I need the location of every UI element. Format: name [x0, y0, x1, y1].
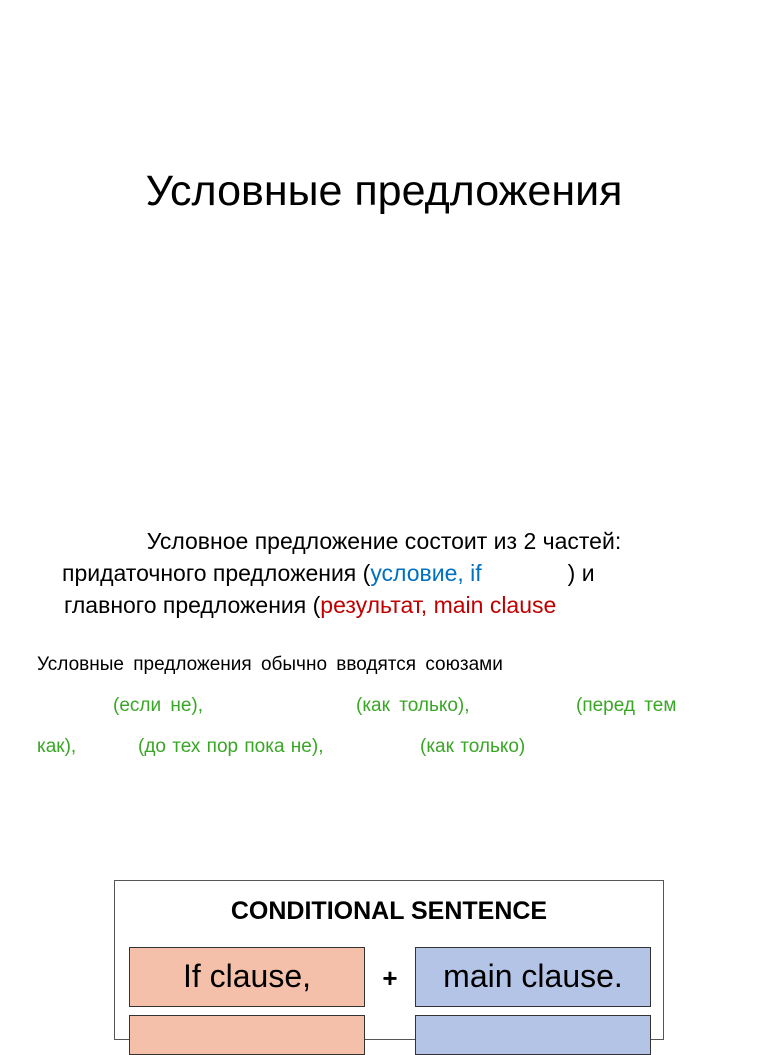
- condition-term: условие, if: [370, 560, 482, 586]
- slide-title: Условные предложения: [145, 167, 623, 215]
- conjunction-item: (как только),: [356, 695, 470, 716]
- main-clause-box-lower: [415, 1015, 651, 1055]
- if-clause-box: If clause,: [129, 947, 365, 1007]
- conjunction-item: (до тех пор пока не),: [138, 736, 324, 757]
- result-term: результат, main clause: [320, 592, 557, 618]
- intro-line-1: Условное предложение состоит из 2 частей:: [146, 528, 622, 554]
- plus-sign: +: [382, 963, 398, 993]
- conjunction-item: (как только): [420, 736, 526, 757]
- conjunction-item: как),: [37, 736, 77, 757]
- conditional-sentence-diagram: [114, 880, 664, 1040]
- main-clause-box: main clause.: [415, 947, 651, 1007]
- conjunction-item: (перед тем: [576, 695, 677, 716]
- intro-line-3-prefix: главного предложения (: [64, 592, 321, 618]
- conjunction-item: (если не),: [113, 695, 204, 716]
- diagram-title: CONDITIONAL SENTENCE: [230, 897, 548, 925]
- intro-line-2: [62, 557, 595, 589]
- if-clause-box-lower: [129, 1015, 365, 1055]
- conjunctions-intro: Условные предложения обычно вводятся союзами: [37, 654, 503, 675]
- intro-line-2-prefix: придаточного предложения (: [62, 560, 371, 586]
- intro-line-3: [64, 589, 556, 621]
- intro-line-2-suffix: ) и: [567, 560, 595, 586]
